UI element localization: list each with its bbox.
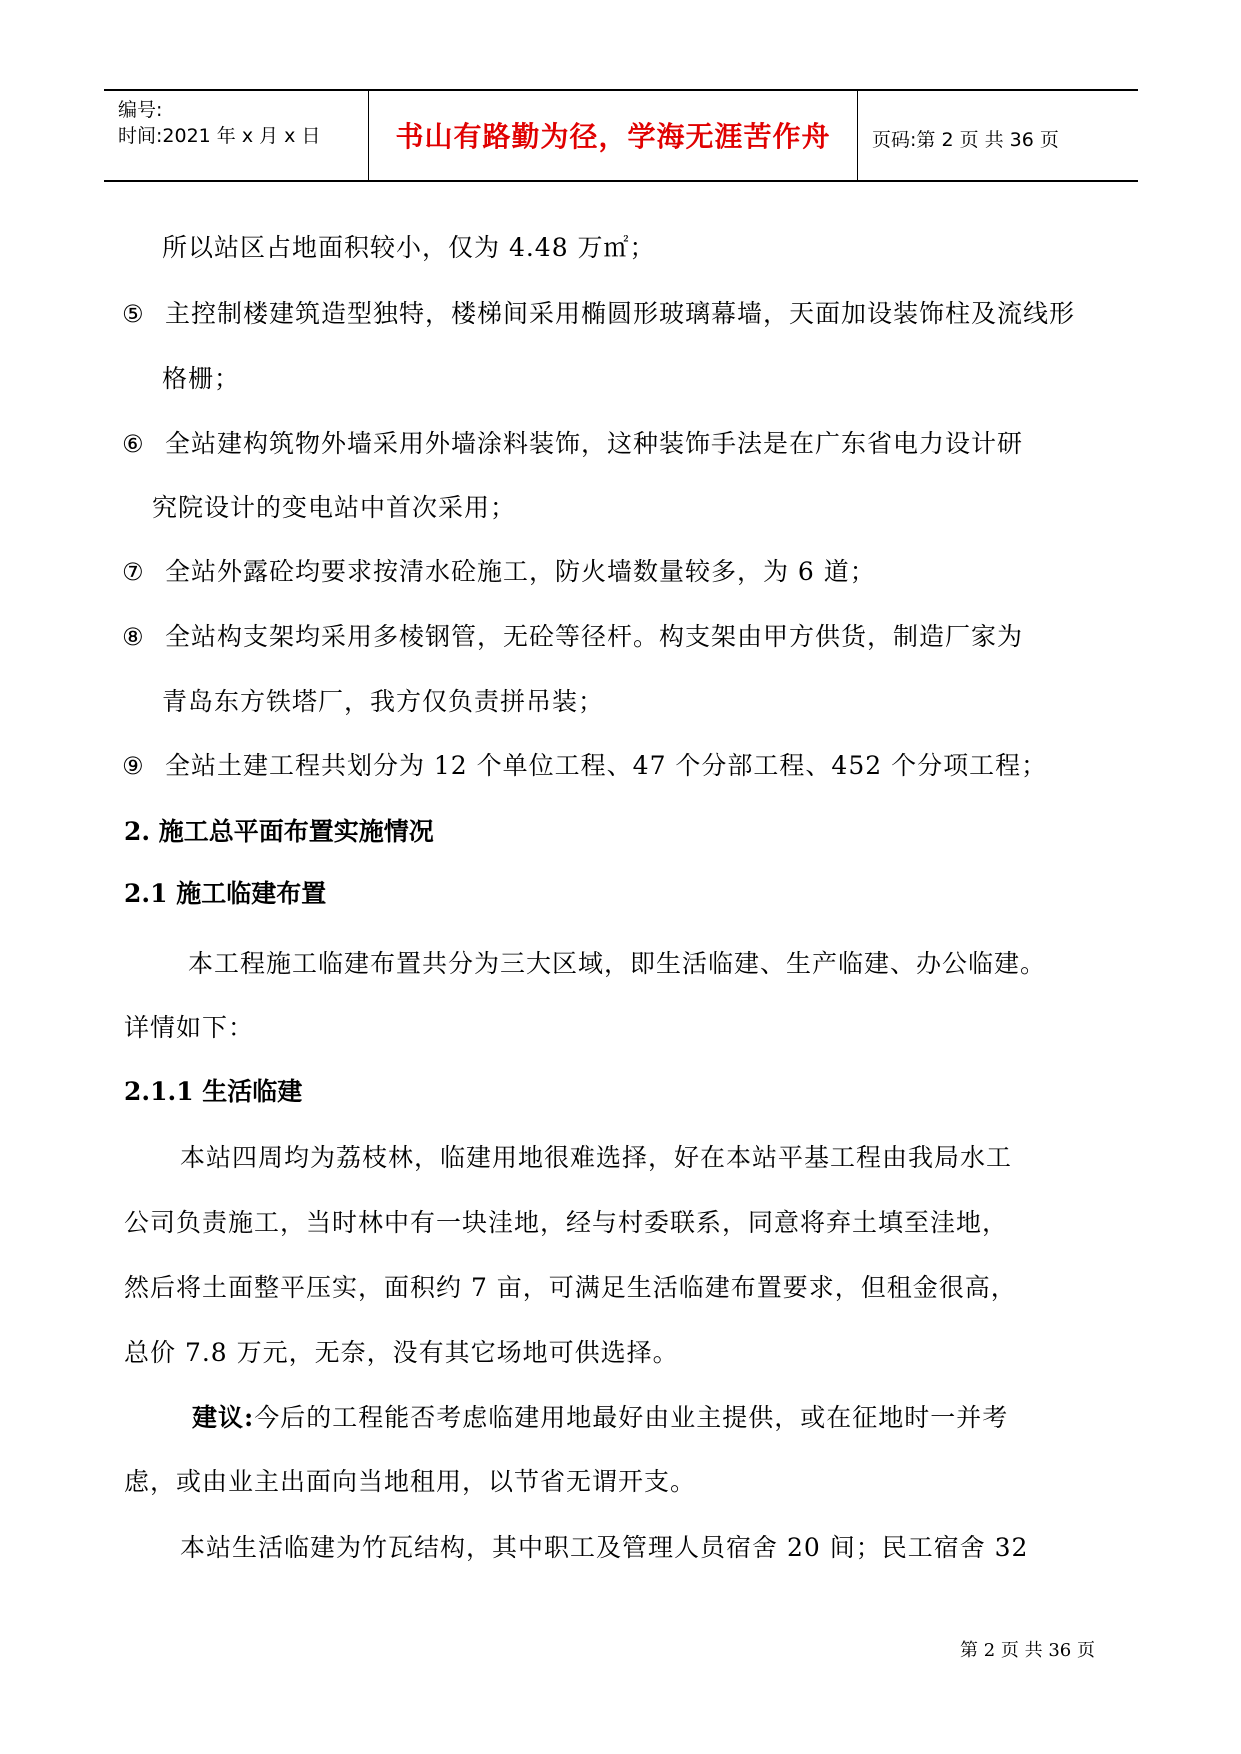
paragraph-line: 虑，或由业主出面向当地租用，以节省无谓开支。 [124, 1467, 697, 1496]
list-item-8 [122, 617, 1023, 653]
document-time-label: 时间:2021 年 x 月 x 日 [118, 125, 321, 147]
section-heading: 2. 施工总平面布置实施情况 [124, 817, 434, 846]
list-item-text: 全站构支架均采用多棱钢管，无砼等径杆。构支架由甲方供货，制造厂家为 [164, 622, 1023, 651]
suggestion-paragraph [192, 1398, 1008, 1434]
header-motto-cell [368, 91, 858, 180]
list-item-text: 主控制楼建筑造型独特，楼梯间采用椭圆形玻璃幕墙，天面加设装饰柱及流线形 [164, 299, 1075, 328]
paragraph-line: 本站生活临建为竹瓦结构，其中职工及管理人员宿舍 20 间；民工宿舍 32 [180, 1533, 1029, 1562]
list-number: ⑧ [122, 623, 145, 651]
paragraph-line: 总价 7.8 万元，无奈，没有其它场地可供选择。 [124, 1338, 679, 1367]
paragraph-line: 所以站区占地面积较小，仅为 4.48 万㎡； [162, 233, 656, 262]
header-left-cell [104, 91, 368, 180]
document-number-label: 编号: [118, 99, 163, 121]
suggestion-text: 今后的工程能否考虑临建用地最好由业主提供，或在征地时一并考 [254, 1403, 1009, 1432]
list-number: ⑨ [122, 752, 145, 780]
paragraph-line: 然后将土面整平压实，面积约 7 亩，可满足生活临建布置要求，但租金很高， [124, 1273, 1017, 1302]
paragraph-line: 详情如下： [124, 1013, 255, 1042]
list-item-text: 全站土建工程共划分为 12 个单位工程、47 个分部工程、452 个分项工程； [164, 751, 1048, 780]
list-item-6 [122, 424, 1023, 460]
list-item-text: 全站建构筑物外墙采用外墙涂料装饰，这种装饰手法是在广东省电力设计研 [164, 429, 1023, 458]
list-item-7 [122, 552, 876, 588]
paragraph-line: 公司负责施工，当时林中有一块洼地，经与村委联系，同意将弃土填至洼地， [124, 1208, 1009, 1237]
suggestion-label: 建议: [192, 1403, 255, 1432]
header-page-info: 页码:第 2 页 共 36 页 [872, 129, 1059, 151]
list-item-text: 全站外露砼均要求按清水砼施工，防火墙数量较多，为 6 道； [164, 557, 876, 586]
header-right-cell [858, 91, 1138, 180]
paragraph-line: 本站四周均为荔枝林，临建用地很难选择，好在本站平基工程由我局水工 [180, 1143, 1013, 1172]
subsection-heading: 2.1 施工临建布置 [124, 879, 327, 908]
page-header [104, 89, 1138, 182]
list-item-5 [122, 294, 1075, 330]
list-number: ⑦ [122, 558, 145, 586]
paragraph-line: 青岛东方铁塔厂，我方仅负责拼吊装； [162, 687, 605, 716]
paragraph-line: 本工程施工临建布置共分为三大区域，即生活临建、生产临建、办公临建。 [188, 949, 1047, 978]
list-number: ⑤ [122, 300, 145, 328]
subsubsection-heading: 2.1.1 生活临建 [124, 1077, 303, 1106]
paragraph-line: 格栅； [162, 364, 241, 393]
page-footer-number: 第 2 页 共 36 页 [960, 1640, 1095, 1661]
motto-text: 书山有路勤为径，学海无涯苦作舟 [395, 120, 831, 153]
list-number: ⑥ [122, 430, 145, 458]
paragraph-line: 究院设计的变电站中首次采用； [152, 493, 517, 522]
list-item-9 [122, 746, 1047, 782]
